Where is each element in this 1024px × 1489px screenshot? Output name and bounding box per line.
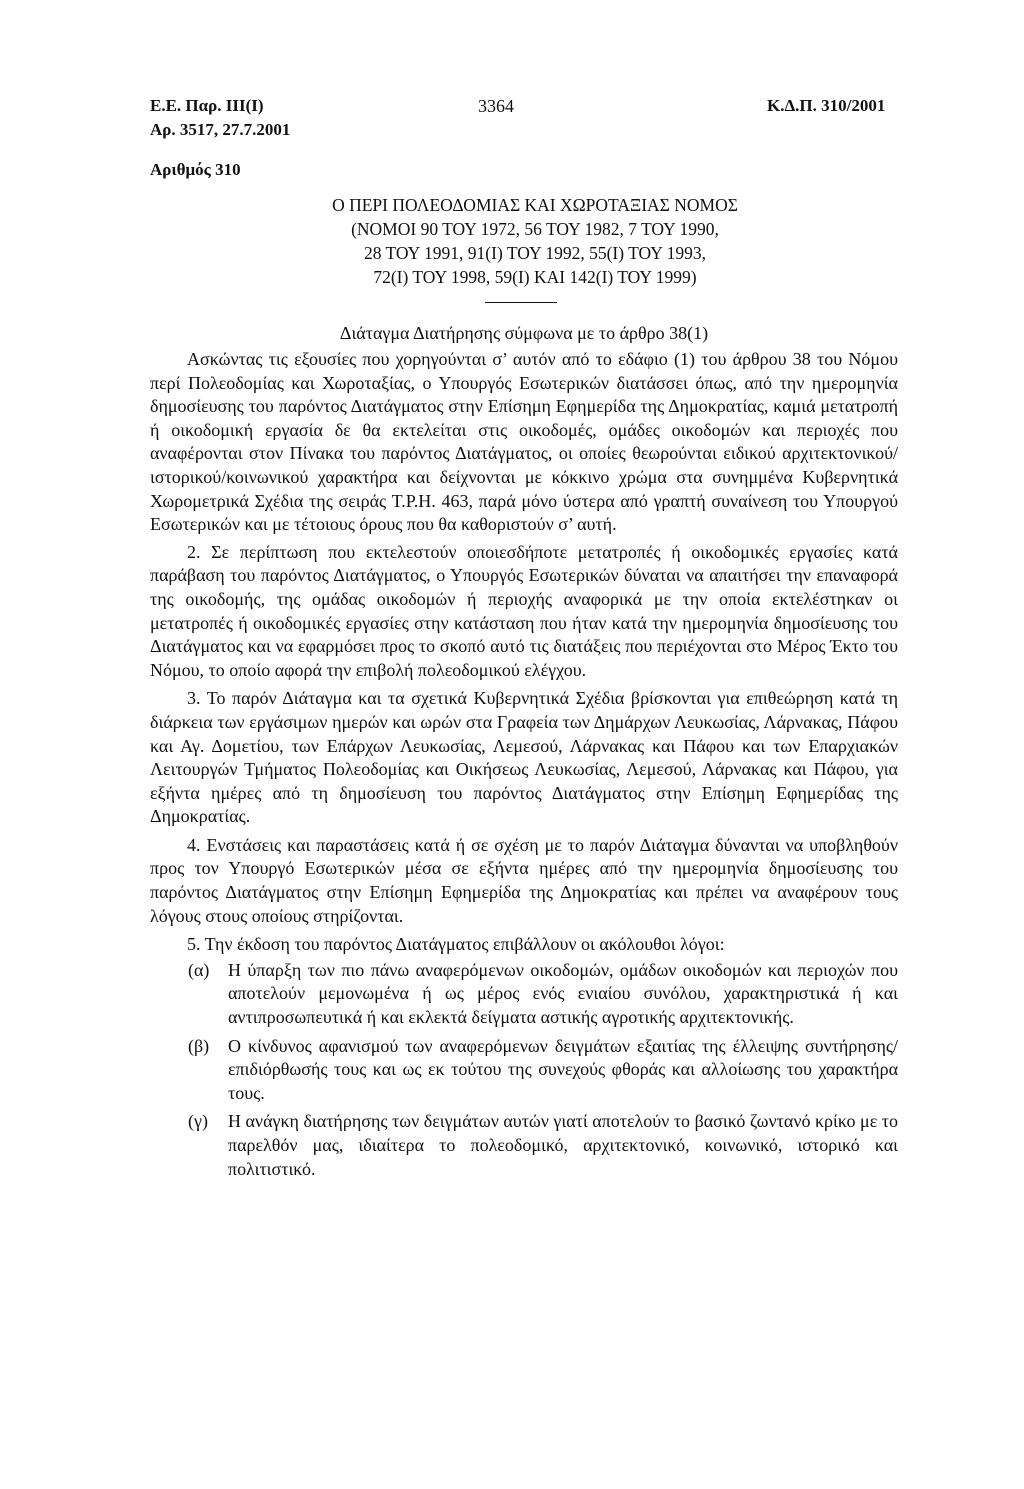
reason-text: Ο κίνδυνος αφανισμού των αναφερόμενων δειγμάτων εξαιτίας της έλλειψης συντήρησης/επιδιόρθωσής τους και ως εκ τούτου της συνεχούς φθοράς και αλλοίωσης του χαρακτήρα τους. bbox=[228, 1035, 898, 1103]
reason-label: (β) bbox=[188, 1035, 210, 1056]
intro-paragraph: Ασκώντας τις εξουσίες που χορηγούνται σ’ αυτόν από το εδάφιο (1) του άρθρου 38 του Νόμου περί Πολεοδομίας και Χωροταξίας, ο Υπουργός Εσωτερικών διατάσσει όπως, από την ημερομηνία δημοσίευσης του παρόντος Διατάγματος στην Επίσημη Εφημερίδα της Δημοκρατίας, καμιά μετατροπή ή οικοδομική εργασία δε θα εκτελείται στις οικοδομές, ομάδες οικοδομών και περιοχές που αναφέρονται στον Πίνακα του παρόντος Διατάγματος, οι οποίες θεωρούνται ειδικού αρχιτεκτονικού/ιστορικού/κοινωνικού χαρακτήρα και δείχνονται με κόκκινο χρώμα στα συνημμένα Κυβερνητικά Χωρομετρικά Σχέδια της σειράς Τ.Ρ.Η. 463, παρά μόνο ύστερα από γραπτή συναίνεση του Υπουργού Εσωτερικών και με τέτοιους όρους που θα καθοριστούν σ’ αυτή. bbox=[150, 349, 898, 535]
reason-item bbox=[150, 1035, 898, 1106]
reason-item bbox=[150, 1110, 898, 1181]
issue-date: Αρ. 3517, 27.7.2001 bbox=[150, 120, 291, 139]
law-title-line: (ΝΟΜΟΙ 90 ΤΟΥ 1972, 56 ΤΟΥ 1982, 7 ΤΟΥ 1990, bbox=[351, 219, 719, 239]
divider bbox=[485, 302, 557, 303]
paragraph-5: 5. Την έκδοση του παρόντος Διατάγματος επιβάλλουν οι ακόλουθοι λόγοι: bbox=[187, 934, 725, 955]
paragraph-4: 4. Ενστάσεις και παραστάσεις κατά ή σε σχέση με το παρόν Διάταγμα δύνανται να υποβληθούν προς τον Υπουργό Εσωτερικών μέσα σε εξήντα ημέρες από την ημερομηνία δημοσίευσης του παρόντος Διατάγματος στην Επίσημη Εφημερίδα της Δημοκρατίας και πρέπει να αναφέρουν τους λόγους στους οποίους στηρίζονται. bbox=[150, 834, 898, 926]
law-title bbox=[240, 193, 830, 289]
page-number: 3364 bbox=[478, 96, 514, 116]
paragraph-3: 3. Το παρόν Διάταγμα και τα σχετικά Κυβερνητικά Σχέδια βρίσκονται για επιθεώρηση κατά τη διάρκεια των εργάσιμων ημερών και ωρών στα Γραφεία των Δημάρχων Λευκωσίας, Λάρνακας, Πάφου και Αγ. Δομετίου, των Επάρχων Λευκωσίας, Λεμεσού, Λάρνακας και Πάφου και των Επαρχιακών Λειτουργών Τμήματος Πολεοδομίας και Οικήσεως Λευκωσίας, Λεμεσού, Λάρνακας και Πάφου, για εξήντα ημέρες από τη δημοσίευση του παρόντος Διατάγματος στην Επίσημη Εφημερίδας της Δημοκρατίας. bbox=[150, 688, 898, 827]
reason-text: Η ανάγκη διατήρησης των δειγμάτων αυτών γιατί αποτελούν το βασικό ζωντανό κρίκο με το παρελθόν μας, ιδιαίτερα το πολεοδομικό, αρχιτεκτονικό, κοινωνικό, ιστορικό και πολιτιστικό. bbox=[228, 1111, 898, 1179]
law-title-line: 28 ΤΟΥ 1991, 91(Ι) ΤΟΥ 1992, 55(Ι) ΤΟΥ 1993, bbox=[363, 243, 707, 263]
paragraph-2: 2. Σε περίπτωση που εκτελεστούν οποιεσδήποτε μετατροπές ή οικοδομικές εργασίες κατά παράβαση του παρόντος Διατάγματος, ο Υπουργός Εσωτερικών δύναται να απαιτήσει την επαναφορά της οικοδομής, της ομάδας οικοδομών ή περιοχής αναφορικά με την οποία εκτελέστηκαν οι μετατροπές ή οικοδομικές εργασίες στην κατάσταση που ήταν κατά την ημερομηνία δημοσίευσης του Διατάγματος και να εφαρμόσει προς το σκοπό αυτό τις διατάξεις που περιέχονται στο Μέρος Έκτο του Νόμου, το οποίο αφορά την επιβολή πολεοδομικού ελέγχου. bbox=[150, 541, 898, 680]
gazette-section: Ε.Ε. Παρ. ΙΙΙ(Ι) bbox=[150, 96, 264, 115]
reason-item bbox=[150, 959, 898, 1030]
reason-label: (γ) bbox=[188, 1111, 208, 1132]
reason-label: (α) bbox=[188, 959, 210, 980]
order-number: Αριθμός 310 bbox=[150, 160, 241, 179]
law-title-line: Ο ΠΕΡΙ ΠΟΛΕΟΔΟΜΙΑΣ ΚΑΙ ΧΩΡΟΤΑΞΙΑΣ ΝΟΜΟΣ bbox=[332, 195, 738, 215]
document-reference: Κ.Δ.Π. 310/2001 bbox=[767, 96, 886, 115]
law-title-line: 72(Ι) ΤΟΥ 1998, 59(Ι) ΚΑΙ 142(Ι) ΤΟΥ 1999) bbox=[373, 267, 697, 287]
order-heading: Διάταγμα Διατήρησης σύμφωνα με το άρθρο 38(1) bbox=[339, 323, 709, 343]
reason-text: Η ύπαρξη των πιο πάνω αναφερόμενων οικοδομών, ομάδων οικοδομών και περιοχών που αποτελούν μεμονωμένα ή ως μέρος ενός ενιαίου συνόλου, χαρακτηριστικά ή και αντιπροσωπευτικά ή και εκλεκτά δείγματα αστικής αγροτικής αρχιτεκτονικής. bbox=[228, 959, 898, 1028]
body bbox=[150, 348, 898, 1181]
